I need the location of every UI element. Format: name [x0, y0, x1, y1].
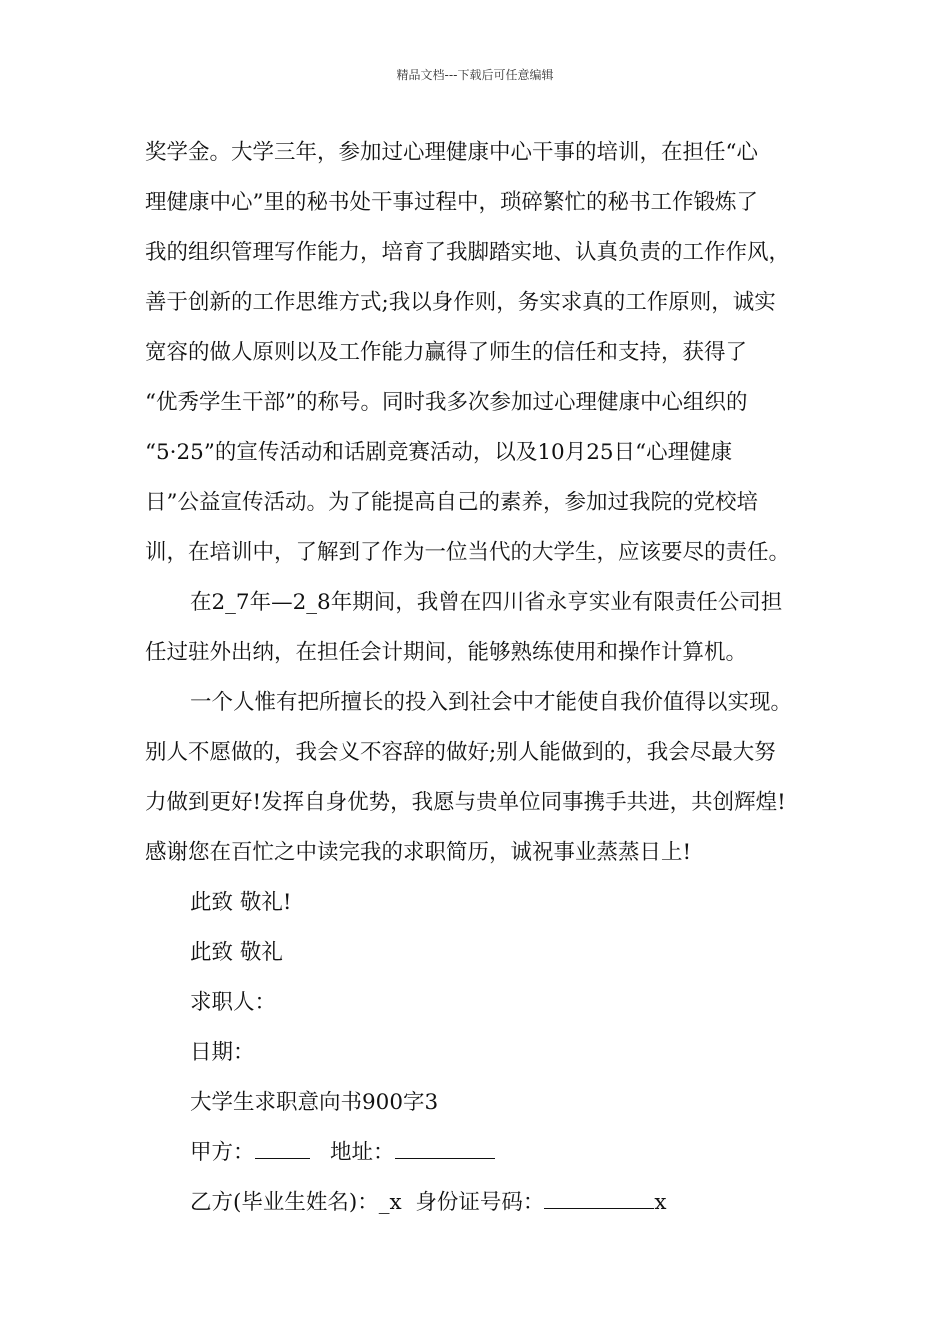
text-line: 善于创新的工作思维方式;我以身作则，务实求真的工作原则，诚实 [145, 290, 776, 315]
text-line: 在2_7年—2_8年期间，我曾在四川省永亨实业有限责任公司担 [190, 590, 783, 615]
id-number-label: 身份证号码： [415, 1190, 545, 1215]
party-a-label: 甲方： [190, 1140, 255, 1165]
text-line: 训，在培训中，了解到了作为一位当代的大学生，应该要尽的责任。 [145, 540, 791, 565]
applicant-label: 求职人： [190, 990, 277, 1015]
salutation-line: 此致 敬礼 [190, 940, 283, 965]
paragraph-work-experience [145, 578, 835, 678]
text-line: 一个人惟有把所擅长的投入到社会中才能使自我价值得以实现。 [190, 690, 793, 715]
party-a-line [145, 1128, 835, 1178]
party-b-label: 乙方(毕业生姓名)： [190, 1190, 379, 1215]
address-blank [395, 1134, 495, 1159]
text-line: “优秀学生干部”的称号。同时我多次参加过心理健康中心组织的 [145, 390, 748, 415]
date-label: 日期： [190, 1040, 255, 1065]
id-number-blank [544, 1184, 654, 1209]
salutation-line: 此致 敬礼! [190, 890, 292, 915]
text-line: 感谢您在百忙之中读完我的求职简历，诚祝事业蒸蒸日上! [145, 840, 692, 865]
text-line: 宽容的做人原则以及工作能力赢得了师生的信任和支持，获得了 [145, 340, 748, 365]
paragraph-self-value [145, 678, 835, 878]
text-line: 别人不愿做的，我会义不容辞的做好;别人能做到的，我会尽最大努 [145, 740, 776, 765]
address-label: 地址： [330, 1140, 395, 1165]
page-header: 精品文档---下载后可任意编辑 [396, 68, 554, 82]
text-line: 任过驻外出纳，在担任会计期间，能够熟练使用和操作计算机。 [145, 640, 748, 665]
text-line: 奖学金。大学三年，参加过心理健康中心干事的培训，在担任“心 [145, 140, 758, 165]
id-number-value: x [654, 1190, 667, 1215]
text-line: 理健康中心”里的秘书处干事过程中，琐碎繁忙的秘书工作锻炼了 [145, 190, 758, 215]
text-line: 力做到更好!发挥自身优势，我愿与贵单位同事携手共进，共创辉煌! [145, 790, 786, 815]
party-a-blank [255, 1134, 310, 1159]
text-line: 我的组织管理写作能力，培育了我脚踏实地、认真负责的工作作风， [145, 240, 791, 265]
document-body [145, 128, 835, 1228]
paragraph-scholarship [145, 128, 835, 578]
party-b-underscore: _ [378, 1190, 390, 1215]
section-title: 大学生求职意向书900字3 [190, 1090, 439, 1115]
party-b-value: x [389, 1190, 402, 1215]
party-b-line [145, 1178, 835, 1228]
text-line: “5·25”的宣传活动和话剧竞赛活动，以及10月25日“心理健康 [145, 440, 733, 465]
text-line: 日”公益宣传活动。为了能提高自己的素养，参加过我院的党校培 [145, 490, 758, 515]
